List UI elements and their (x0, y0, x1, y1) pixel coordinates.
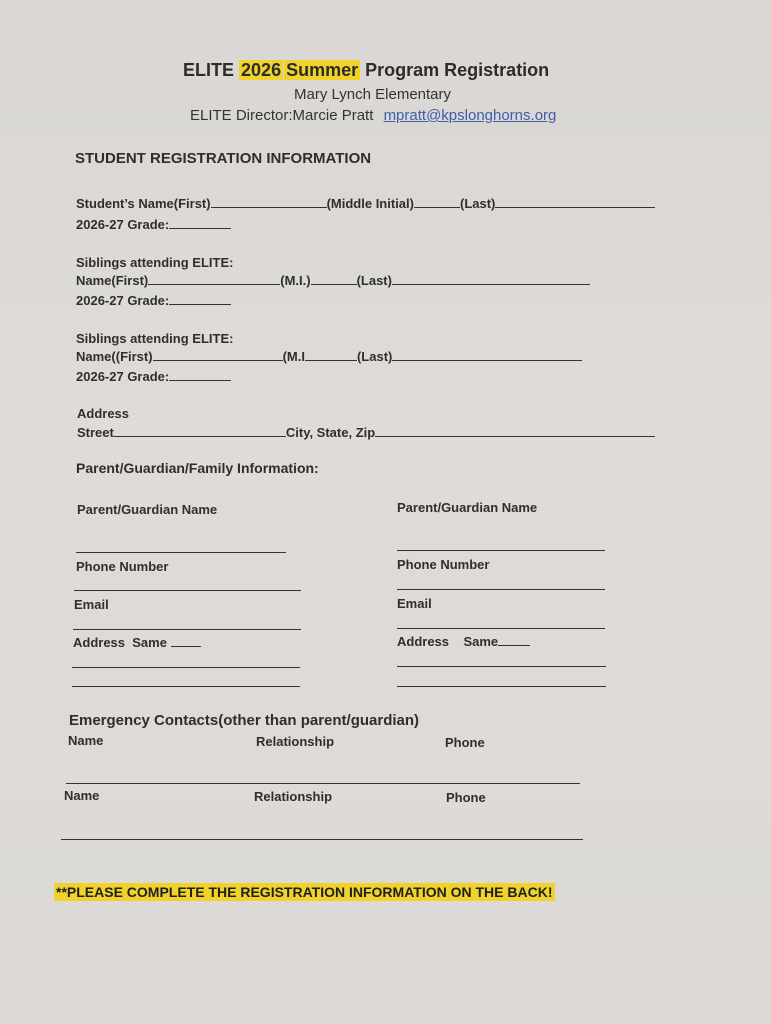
parent1-email-field[interactable] (73, 629, 301, 630)
student-grade-field[interactable] (169, 218, 231, 229)
emergency2-field[interactable] (61, 839, 583, 840)
parent2-address-row (397, 634, 530, 649)
student-middle-label: (Middle Initial) (326, 196, 414, 211)
street-label: Street (77, 425, 114, 440)
sibling1-heading: Siblings attending ELITE: (76, 255, 234, 270)
parent1-address-line2[interactable] (72, 686, 300, 687)
director-line (190, 107, 556, 124)
sibling2-grade-field[interactable] (169, 370, 231, 381)
sibling1-last-label: (Last) (356, 273, 392, 288)
parent1-address-same-field[interactable] (171, 636, 201, 647)
parent1-address-line1[interactable] (72, 667, 300, 668)
city-state-zip-label: City, State, Zip (285, 425, 376, 440)
parent2-address-same-field[interactable] (498, 635, 530, 646)
parent2-email-label: Email (397, 596, 432, 611)
address-heading: Address (77, 406, 130, 421)
emergency1-relationship-label: Relationship (256, 734, 335, 749)
student-section-heading: STUDENT REGISTRATION INFORMATION (75, 150, 372, 167)
sibling2-name-row (76, 349, 582, 364)
student-first-label: Student’s Name(First) (76, 196, 211, 211)
parent1-name-label: Parent/Guardian Name (77, 502, 218, 517)
title-prefix: ELITE (183, 60, 235, 80)
student-last-label: (Last) (459, 196, 496, 211)
parent2-phone-field[interactable] (397, 589, 605, 590)
sibling2-middle-label: (M.I (282, 349, 305, 364)
sibling2-middle-field[interactable] (305, 350, 357, 361)
title-year: 2026 (241, 60, 282, 80)
city-state-zip-field[interactable] (375, 426, 655, 437)
sibling2-grade-label: 2026-27 Grade: (76, 369, 170, 384)
sibling1-grade-field[interactable] (169, 294, 231, 305)
sibling2-last-field[interactable] (392, 350, 582, 361)
sibling1-grade-label: 2026-27 Grade: (76, 293, 170, 308)
emergency1-name-label: Name (68, 733, 104, 748)
student-middle-field[interactable] (414, 197, 460, 208)
emergency1-phone-label: Phone (445, 735, 485, 750)
parent2-address-line1[interactable] (397, 666, 606, 667)
sibling1-grade-row (76, 293, 231, 308)
sibling2-first-label: Name((First) (76, 349, 153, 364)
student-first-field[interactable] (211, 197, 327, 208)
parent2-address-line2[interactable] (397, 686, 606, 687)
emergency2-name-label: Name (64, 788, 100, 803)
emergency1-field[interactable] (66, 783, 580, 784)
sibling1-middle-label: (M.I.) (280, 273, 311, 288)
sibling2-last-label: (Last) (356, 349, 393, 364)
parent1-email-label: Email (74, 597, 109, 612)
parent1-address-same-label: Address Same (73, 635, 167, 650)
sibling1-name-row (76, 273, 590, 288)
parents-heading: Parent/Guardian/Family Information: (76, 460, 319, 476)
title-suffix: Program Registration (365, 60, 550, 80)
parent2-name-label: Parent/Guardian Name (397, 500, 538, 515)
emergency-heading: Emergency Contacts(other than parent/guardian) (69, 712, 420, 729)
director-email-link[interactable]: mpratt@kpslonghorns.org (383, 107, 557, 124)
parent1-address-row (73, 635, 201, 650)
emergency2-phone-label: Phone (446, 790, 486, 805)
parent2-name-field[interactable] (397, 550, 605, 551)
sibling2-first-field[interactable] (153, 350, 283, 361)
parent2-address-same-label: Address Same (397, 634, 499, 649)
form-title (183, 60, 549, 81)
student-grade-row (76, 217, 231, 232)
title-season: Summer (286, 60, 359, 80)
director-label: ELITE Director:Marcie Pratt (190, 107, 374, 124)
student-name-row (76, 196, 655, 211)
street-field[interactable] (114, 426, 286, 437)
sibling2-heading: Siblings attending ELITE: (76, 331, 234, 346)
sibling1-middle-field[interactable] (311, 274, 357, 285)
parent2-email-field[interactable] (397, 628, 605, 629)
school-name: Mary Lynch Elementary (294, 86, 452, 103)
parent1-phone-label: Phone Number (76, 559, 169, 574)
address-row (77, 425, 655, 440)
sibling1-last-field[interactable] (392, 274, 590, 285)
student-last-field[interactable] (495, 197, 655, 208)
parent1-name-field[interactable] (76, 552, 286, 553)
student-grade-label: 2026-27 Grade: (76, 217, 170, 232)
sibling2-grade-row (76, 369, 231, 384)
sibling1-first-label: Name(First) (76, 273, 149, 288)
parent1-phone-field[interactable] (74, 590, 301, 591)
back-page-notice: **PLEASE COMPLETE THE REGISTRATION INFORMATION ON THE BACK! (56, 884, 553, 900)
parent2-phone-label: Phone Number (397, 557, 490, 572)
sibling1-first-field[interactable] (148, 274, 280, 285)
emergency2-relationship-label: Relationship (254, 789, 333, 804)
